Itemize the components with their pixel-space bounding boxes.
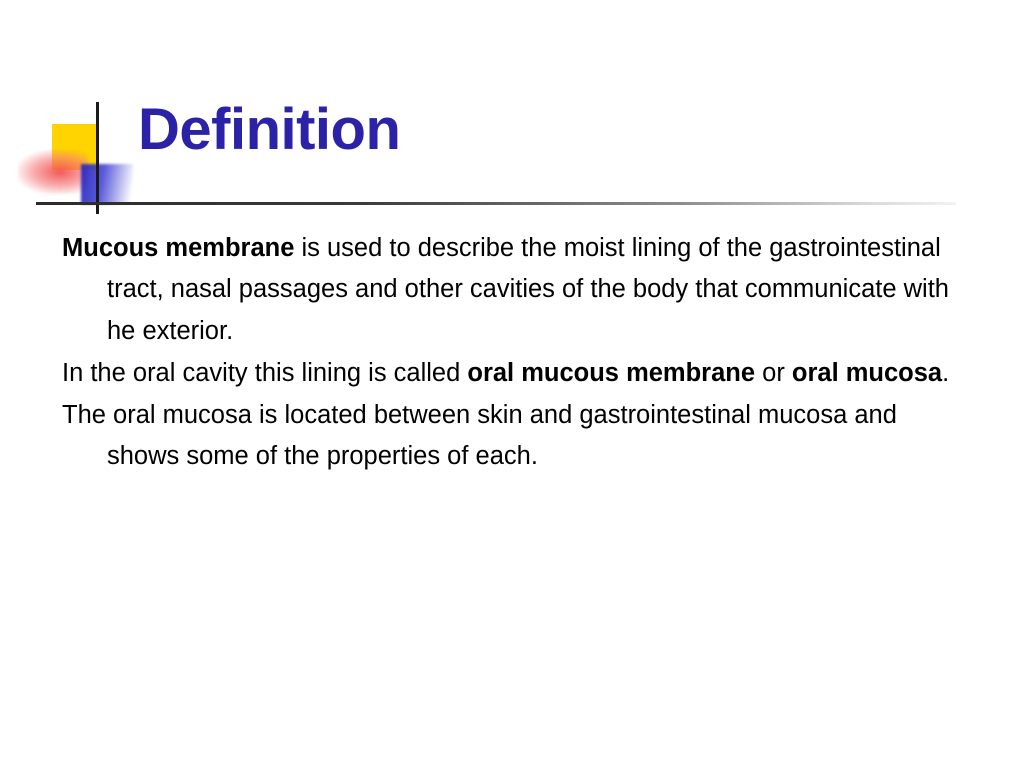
horizontal-rule xyxy=(36,202,956,205)
paragraph-2 xyxy=(62,353,972,394)
body-text-run: is used to describe the moist lining of the gastrointestinal tract, nasal passages and other cavities of the body that communicate with he exterior. xyxy=(107,234,949,345)
paragraph-text xyxy=(62,401,897,470)
paragraph-3 xyxy=(62,395,972,478)
body-text-run: The oral mucosa is located between skin and gastrointestinal mucosa and shows some of the properties of each. xyxy=(62,401,897,471)
slide-body xyxy=(62,228,972,479)
paragraph-1 xyxy=(62,228,972,352)
emphasis-text: oral mucous membrane xyxy=(467,358,756,387)
decorative-squares-graphic xyxy=(18,102,148,212)
emphasis-text: Mucous membrane xyxy=(62,234,295,262)
body-text-run: or xyxy=(755,358,792,387)
blue-square-icon xyxy=(81,164,133,204)
red-square-icon xyxy=(18,150,88,194)
paragraph-text xyxy=(62,359,949,387)
paragraph-text xyxy=(62,234,949,345)
body-text-run: . xyxy=(942,358,950,387)
body-text-run: In the oral cavity this lining is called xyxy=(62,358,468,387)
emphasis-text: oral mucosa xyxy=(791,358,943,387)
page-title: Definition xyxy=(138,97,401,162)
vertical-rule xyxy=(96,102,99,214)
title-block xyxy=(0,92,1024,232)
